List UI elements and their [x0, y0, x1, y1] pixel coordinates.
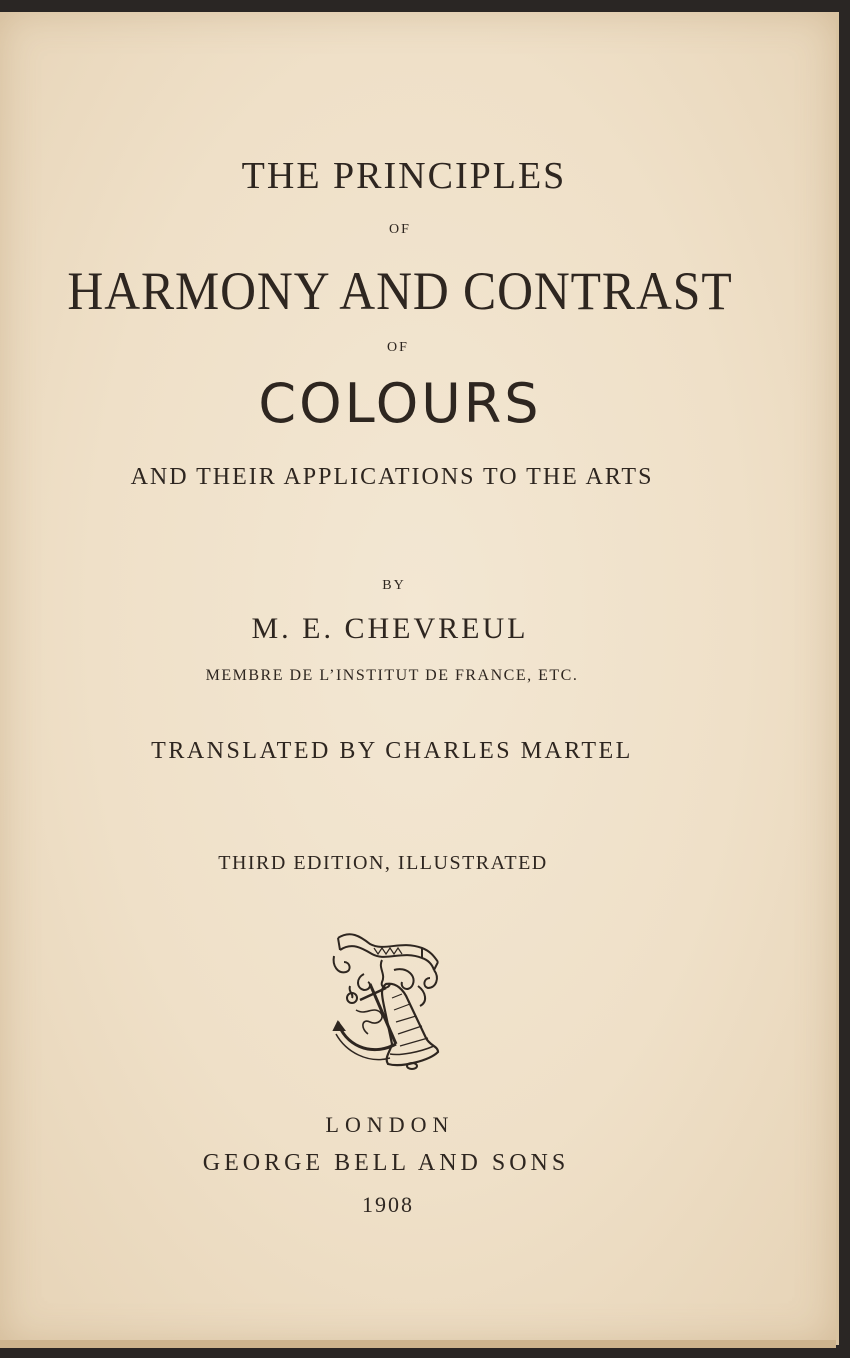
by-label: BY: [382, 578, 406, 593]
imprint-city: LONDON: [325, 1112, 455, 1137]
publisher-device-anchor-bell-icon: [330, 926, 442, 1072]
imprint-year: 1908: [362, 1192, 414, 1217]
author-affiliation: MEMBRE DE L’INSTITUT DE FRANCE, ETC.: [205, 667, 579, 684]
imprint-publisher: GEORGE BELL AND SONS: [202, 1150, 570, 1176]
connector-of-1: OF: [389, 222, 411, 237]
page-edge: [0, 1340, 836, 1348]
title-line-1: THE PRINCIPLES: [241, 155, 567, 197]
translator-credit: TRANSLATED BY CHARLES MARTEL: [151, 738, 633, 764]
title-line-2: HARMONY AND CONTRAST: [67, 261, 733, 321]
title-page: [0, 12, 839, 1345]
connector-of-2: OF: [387, 340, 409, 355]
author-name: M. E. CHEVREUL: [251, 612, 529, 645]
title-line-3: COLOURS: [258, 372, 542, 435]
subtitle: AND THEIR APPLICATIONS TO THE ARTS: [130, 464, 654, 490]
edition-statement: THIRD EDITION, ILLUSTRATED: [218, 852, 548, 874]
